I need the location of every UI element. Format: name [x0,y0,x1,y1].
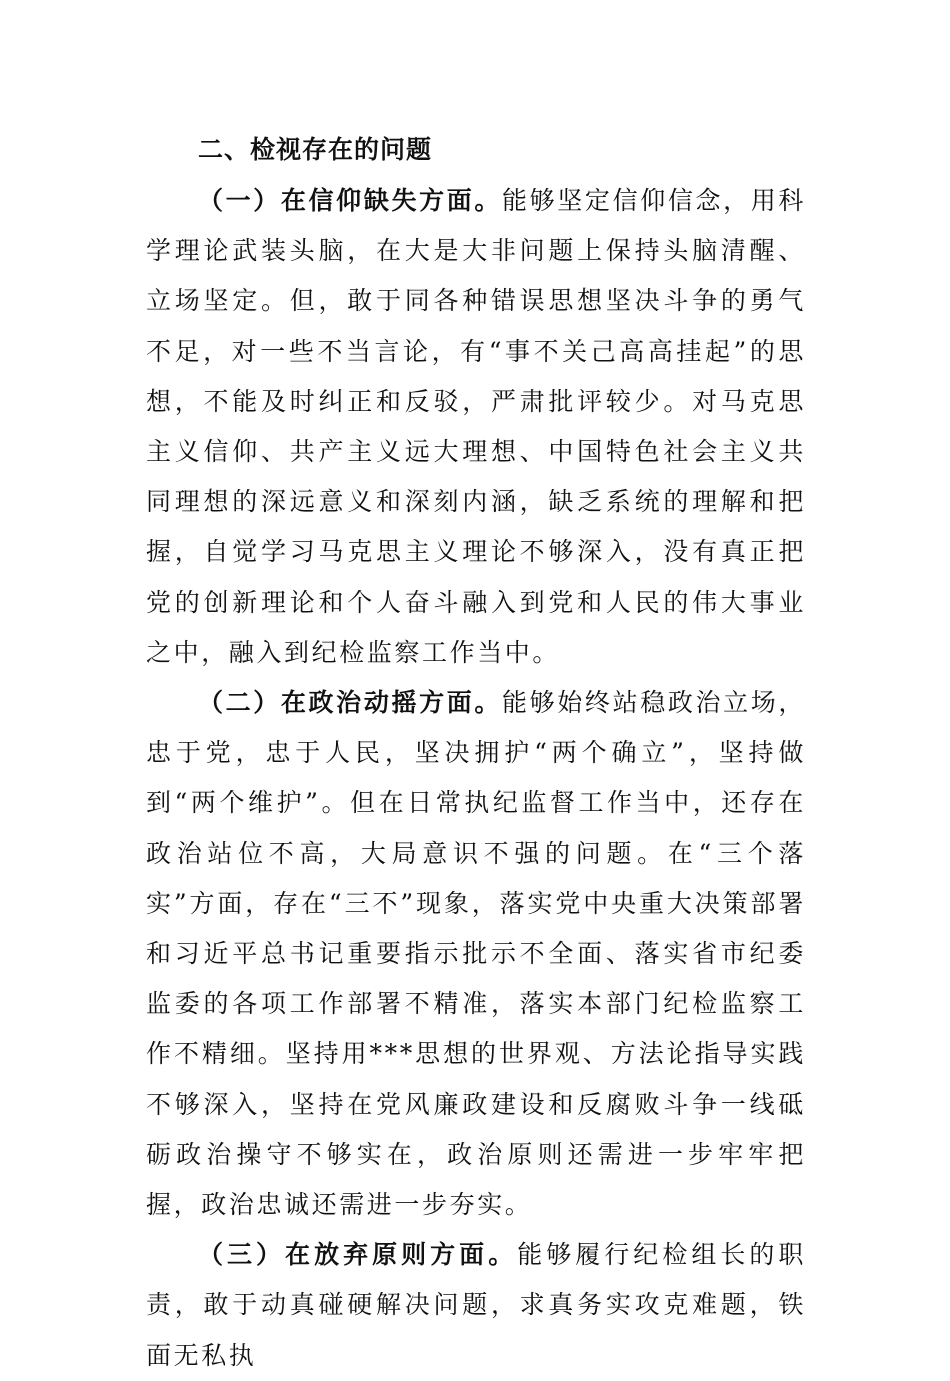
paragraph-text: 能够始终站稳政治立场，忠于党，忠于人民，坚决拥护“两个确立”，坚持做到“两个维护”。但在日常执纪监督工作当中，还存在政治站位不高，大局意识不强的问题。在“三个落实”方面，存在“三不”现象，落实党中央重大决策部署和习近平总书记重要指示批示不全面、落实省市纪委监委的各项工作部署不精准，落实本部门纪检监察工作不精细。坚持用***思想的世界观、方法论指导实践不够深入，坚持在党风廉政建设和反腐败斗争一线砥砺政治操守不够实在，政治原则还需进一步牢牢把握，政治忠诚还需进一步夯实。 [146,688,806,1220]
document-body [146,124,806,1381]
paragraph-lead: （一）在信仰缺失方面。 [198,186,503,215]
paragraph-principle [146,1230,806,1381]
paragraph-text: 能够坚定信仰信念，用科学理论武装头脑，在大是大非问题上保持头脑清醒、立场坚定。但，敢于同各种错误思想坚决斗争的勇气不足，对一些不当言论，有“事不关己高高挂起”的思想，不能及时纠正和反驳，严肃批评较少。对马克思主义信仰、共产主义远大理想、中国特色社会主义共同理想的深远意义和深刻内涵，缺乏系统的理解和把握，自觉学习马克思主义理论不够深入，没有真正把党的创新理论和个人奋斗融入到党和人民的伟大事业之中，融入到纪检监察工作当中。 [146,186,806,667]
paragraph-text: 能够履行纪检组长的职责，敢于动真碰硬解决问题，求真务实攻克难题，铁面无私执 [146,1240,806,1370]
section-heading: 二、检视存在的问题 [198,135,433,164]
paragraph-lead: （三）在放弃原则方面。 [198,1240,518,1270]
paragraph-lead: （二）在政治动摇方面。 [198,688,503,718]
paragraph-belief [146,176,806,678]
paragraph-politics [146,678,806,1230]
